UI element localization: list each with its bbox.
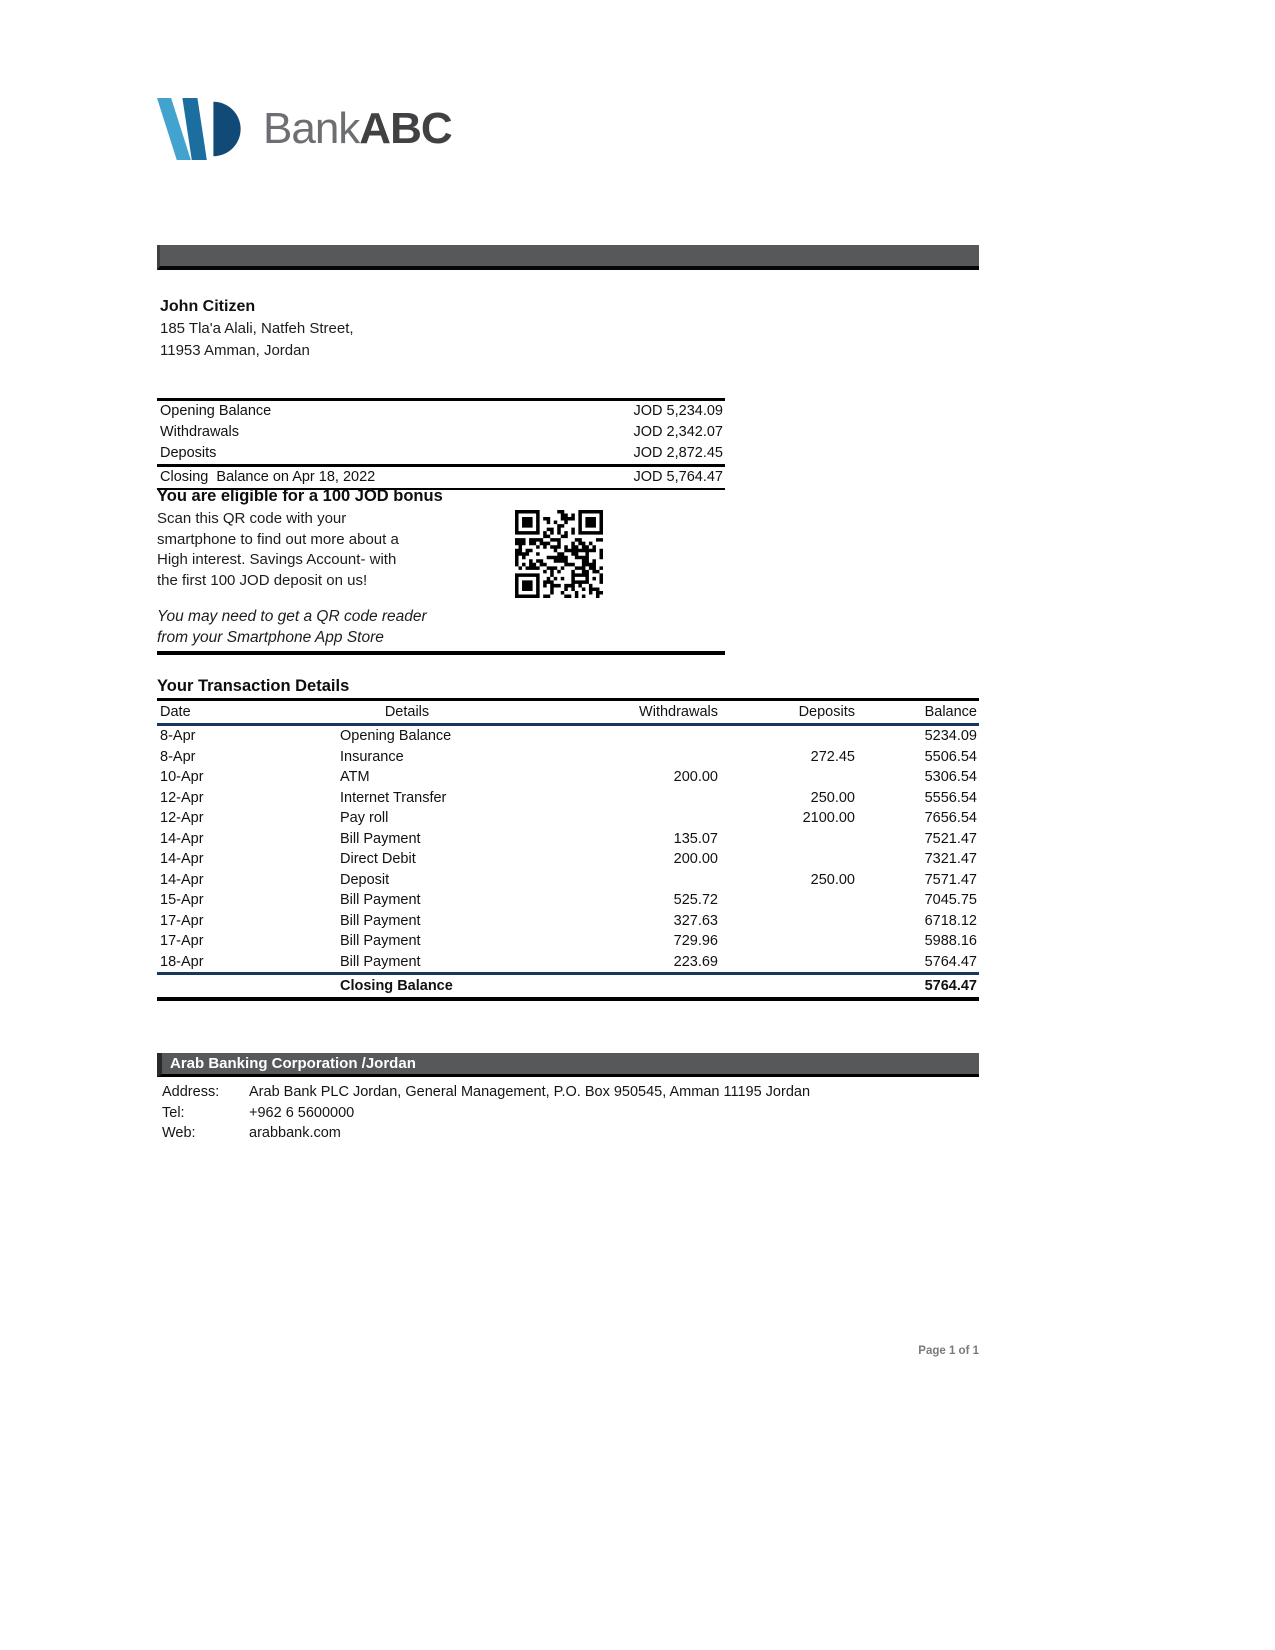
statement-content (157, 0, 979, 1650)
table-row (157, 1123, 810, 1144)
cell-label: Tel: (162, 1104, 185, 1121)
cell-date: 12-Apr (160, 789, 204, 806)
bank-contact-table (157, 1082, 810, 1144)
cell-balance: 5306.54 (924, 769, 977, 785)
cell-details: Insurance (340, 748, 404, 765)
cell-balance: 7521.47 (924, 830, 977, 847)
bank-logo (157, 98, 452, 160)
balance-summary-table (157, 398, 725, 490)
cell-label: Withdrawals (160, 424, 239, 440)
cell-balance: 6718.12 (924, 912, 977, 929)
cell-balance: 5988.16 (924, 933, 977, 949)
table-row (157, 767, 979, 788)
cell-withdrawals: 525.72 (673, 892, 718, 908)
cell-withdrawals (537, 808, 720, 829)
table-row (157, 443, 725, 466)
table-row (157, 808, 979, 829)
cell-deposits (720, 725, 857, 747)
table-row (157, 725, 979, 747)
cell-label: Address: (162, 1084, 220, 1100)
transactions-header-row (157, 700, 979, 725)
transactions-closing-row (157, 974, 979, 1000)
table-row (157, 870, 979, 891)
cell-label: Web: (162, 1125, 196, 1141)
cell-balance: 7571.47 (924, 871, 977, 888)
bank-footer (157, 1053, 979, 1144)
transactions-table (157, 698, 979, 1001)
qr-note-line: You may need to get a QR code reader (157, 608, 427, 625)
cell-value: arabbank.com (249, 1125, 341, 1141)
cell-date: 14-Apr (160, 830, 204, 847)
cell-withdrawals: 327.63 (673, 912, 718, 929)
cell-label: Deposits (160, 445, 217, 461)
cell-value: JOD 2,872.45 (633, 445, 723, 461)
cell-deposits: 2100.00 (802, 810, 855, 826)
cell-withdrawals: 729.96 (673, 933, 718, 949)
cell-date: 15-Apr (160, 892, 204, 908)
cell-date: 18-Apr (160, 953, 204, 970)
promo-body-line: smartphone to find out more about a (157, 530, 399, 548)
column-header-details: Details (277, 700, 537, 725)
customer-address-line1: 185 Tla'a Alali, Natfeh Street, (160, 320, 354, 337)
bank-contact-details (157, 1082, 979, 1144)
qr-reader-note (157, 607, 725, 655)
cell-deposits (720, 829, 857, 850)
bank-logo-wordmark (263, 98, 452, 160)
column-header-deposits: Deposits (720, 700, 857, 725)
cell-balance: 5764.47 (924, 953, 977, 970)
cell-details: Deposit (340, 871, 390, 888)
table-row (157, 890, 979, 911)
table-row (157, 931, 979, 952)
cell-details: Internet Transfer (340, 789, 447, 806)
cell-details: Bill Payment (340, 912, 421, 929)
header-bar (157, 245, 979, 270)
table-row (157, 422, 725, 443)
cell-date: 14-Apr (160, 871, 204, 888)
closing-balance-value: 5764.47 (857, 974, 979, 1000)
summary-closing-value: JOD 5,764.47 (557, 466, 725, 490)
bank-abc-logo-icon (157, 98, 251, 160)
cell-details: Opening Balance (340, 728, 452, 744)
cell-deposits: 250.00 (810, 789, 855, 806)
logo-word-bank: Bank (263, 104, 360, 153)
cell-details: ATM (340, 769, 370, 785)
cell-balance: 7656.54 (924, 810, 977, 826)
cell-value: Arab Bank PLC Jordan, General Management, P.O. Box 950545, Amman 11195 Jordan (249, 1084, 811, 1100)
customer-block (160, 296, 354, 362)
column-header-date: Date (157, 700, 277, 725)
cell-withdrawals: 223.69 (673, 953, 718, 970)
cell-details: Bill Payment (340, 892, 421, 908)
cell-details: Bill Payment (340, 953, 421, 970)
promo-body-line: High interest. Savings Account- with (157, 551, 397, 568)
transactions-heading: Your Transaction Details (157, 677, 350, 695)
table-row (157, 1103, 810, 1124)
qr-note-line: from your Smartphone App Store (157, 628, 384, 646)
cell-deposits (720, 974, 857, 1000)
cell-deposits (720, 767, 857, 788)
cell-date: 8-Apr (160, 728, 196, 744)
column-header-balance: Balance (857, 700, 979, 725)
cell-balance: 5234.09 (924, 728, 977, 744)
cell-date: 12-Apr (160, 810, 204, 826)
cell-withdrawals (537, 747, 720, 768)
cell-label: Opening Balance (160, 403, 272, 419)
cell-withdrawals: 200.00 (673, 769, 718, 785)
cell-deposits (720, 890, 857, 911)
cell-withdrawals (537, 788, 720, 809)
cell-deposits (720, 931, 857, 952)
cell-date: 8-Apr (160, 748, 196, 765)
promo-body (157, 509, 507, 598)
customer-name: John Citizen (160, 298, 256, 315)
table-row (157, 1082, 810, 1103)
promo-body-line: Scan this QR code with your (157, 510, 347, 527)
cell-withdrawals (537, 974, 720, 1000)
summary-closing-label: Closing Balance on Apr 18, 2022 (157, 466, 557, 490)
table-row (157, 911, 979, 932)
customer-address-line2: 11953 Amman, Jordan (160, 342, 310, 359)
promo-title: You are eligible for a 100 JOD bonus (157, 487, 443, 505)
cell-details: Bill Payment (340, 933, 421, 949)
transactions-section (157, 676, 979, 1001)
cell-value: JOD 5,234.09 (633, 403, 723, 419)
cell-date: 17-Apr (160, 933, 204, 949)
table-row (157, 747, 979, 768)
cell-details: Direct Debit (340, 851, 416, 867)
cell-value: JOD 2,342.07 (633, 424, 723, 440)
bank-footer-bar: Arab Banking Corporation /Jordan (157, 1053, 979, 1077)
cell-withdrawals: 200.00 (673, 851, 718, 867)
column-header-withdrawals: Withdrawals (537, 700, 720, 725)
cell-withdrawals (537, 870, 720, 891)
cell-withdrawals (537, 725, 720, 747)
cell-balance: 5556.54 (924, 789, 977, 806)
cell-balance: 5506.54 (924, 748, 977, 765)
table-row (157, 952, 979, 974)
page-number: Page 1 of 1 (918, 1345, 979, 1357)
promo-body-line: the first 100 JOD deposit on us! (157, 571, 368, 589)
cell-withdrawals: 135.07 (673, 830, 718, 847)
promo-section (157, 486, 725, 598)
cell-date (157, 974, 277, 1000)
cell-details: Bill Payment (340, 830, 421, 847)
closing-balance-label: Closing Balance (277, 974, 537, 1000)
cell-date: 10-Apr (160, 769, 204, 785)
balance-summary (157, 398, 725, 490)
cell-deposits (720, 952, 857, 974)
table-row (157, 849, 979, 870)
cell-value: +962 6 5600000 (249, 1104, 355, 1121)
cell-balance: 7321.47 (924, 851, 977, 867)
cell-deposits (720, 911, 857, 932)
qr-code-icon (515, 510, 603, 598)
cell-deposits (720, 849, 857, 870)
table-row (157, 788, 979, 809)
table-row (157, 829, 979, 850)
logo-word-abc: ABC (359, 104, 452, 153)
cell-deposits: 272.45 (810, 748, 855, 765)
cell-date: 14-Apr (160, 851, 204, 867)
cell-balance: 7045.75 (924, 892, 977, 908)
cell-details: Pay roll (340, 810, 389, 826)
table-row (157, 400, 725, 423)
cell-date: 17-Apr (160, 912, 204, 929)
cell-deposits: 250.00 (810, 871, 855, 888)
